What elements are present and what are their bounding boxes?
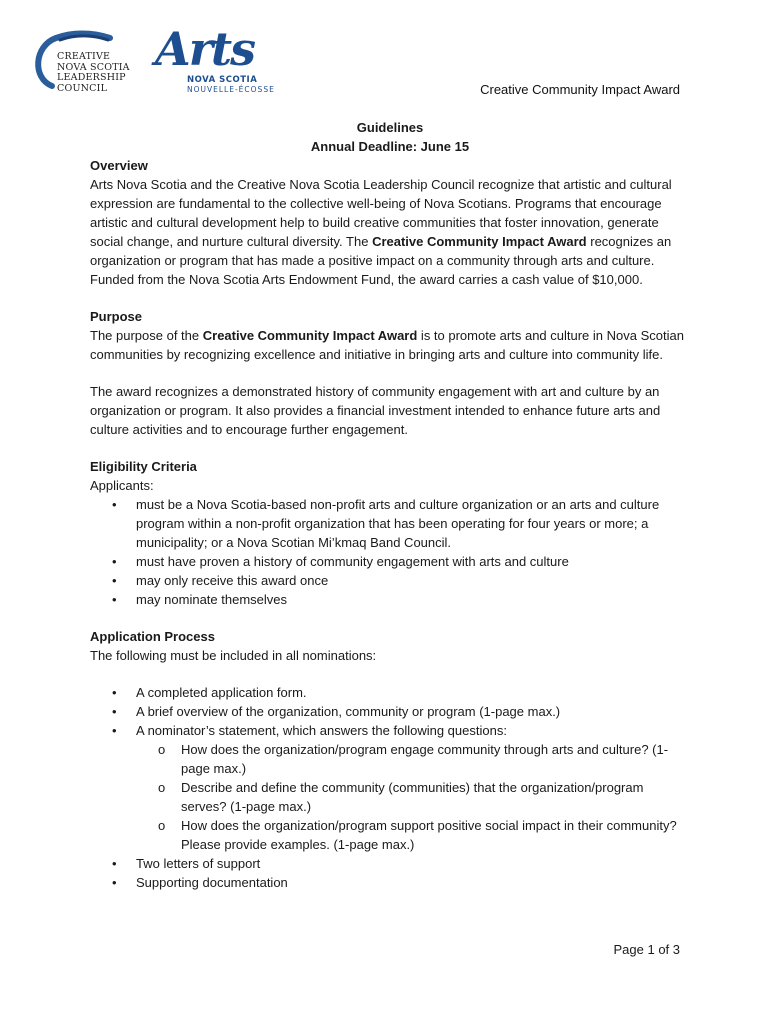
list-item: • must have proven a history of community engagement with arts and culture	[136, 552, 690, 571]
header-title: Creative Community Impact Award	[480, 82, 680, 97]
arts-subtitle-fr: NOUVELLE-ÉCOSSE	[187, 85, 275, 94]
list-item	[136, 721, 690, 854]
list-item: • Two letters of support	[136, 854, 690, 873]
cnscl-line: NOVA SCOTIA	[57, 61, 130, 73]
cnscl-line: CREATIVE	[57, 51, 111, 62]
page-number: Page 1 of 3	[613, 942, 680, 957]
list-item: • must be a Nova Scotia-based non-profit arts and culture organization or an arts and culture program within a non-profit organization that has been operating for four years or more; a municipality; or a Nova Scotian Mi’kmaq Band Council.	[136, 495, 690, 552]
arts-wordmark: Arts	[155, 22, 255, 76]
overview-text: Arts Nova Scotia and the Creative Nova Scotia Leadership Council recognize that artistic and cultural expression are fundamental to the collective well-being of Nova Scotians. Programs that encourage artistic and cultural development help to build creative communities that foster innovation, generate social change, and nurture cultural diversity. The	[90, 177, 672, 249]
guidelines-title: Guidelines	[356, 120, 424, 135]
award-name-bold: Creative Community Impact Award	[372, 234, 587, 249]
list-item: • may nominate themselves	[136, 590, 690, 609]
document-body	[90, 118, 690, 892]
list-item: • A completed application form.	[136, 683, 690, 702]
question-item: o How does the organization/program engage community through arts and culture? (1-page max.)	[181, 740, 690, 778]
purpose-paragraph-2: The award recognizes a demonstrated history of community engagement with art and culture by an organization or program. It also provides a financial investment intended to enhance future arts and culture activities and to encourage further engagement.	[90, 384, 661, 437]
cnscl-line: LEADERSHIP	[57, 72, 126, 83]
list-item: • A brief overview of the organization, community or program (1-page max.)	[136, 702, 690, 721]
application-list	[90, 683, 690, 892]
arts-subtitle-en: NOVA SCOTIA	[187, 75, 258, 85]
overview-heading: Overview	[90, 158, 148, 173]
question-list	[136, 740, 690, 854]
overview-paragraph	[90, 175, 690, 289]
cnscl-logo	[30, 28, 150, 94]
question-item: o How does the organization/program support positive social impact in their community? Please provide examples. (1-page max.)	[181, 816, 690, 854]
overview-text: recognizes an organization or program that has made a positive impact on a community through arts and culture. Funded from the Nova Scotia Arts Endowment Fund, the award carries a cash value of $10,000.	[90, 234, 672, 287]
arts-subtitle	[187, 75, 275, 95]
eligibility-list	[90, 495, 690, 609]
list-item: • Supporting documentation	[136, 873, 690, 892]
purpose-heading: Purpose	[90, 309, 143, 324]
cnscl-wordmark	[57, 52, 130, 94]
list-item-text: A nominator’s statement, which answers the following questions:	[136, 723, 507, 738]
application-heading: Application Process	[90, 629, 215, 644]
purpose-text: is to promote arts and culture in Nova Scotian communities by recognizing excellence and initiative in bringing arts and culture into community life.	[90, 328, 684, 362]
arts-nova-scotia-logo	[155, 22, 275, 96]
list-item: • may only receive this award once	[136, 571, 690, 590]
cnscl-line: COUNCIL	[57, 82, 108, 94]
purpose-paragraph	[90, 326, 690, 364]
application-intro: The following must be included in all nominations:	[90, 648, 377, 663]
question-item: o Describe and define the community (communities) that the organization/program serves? (1-page max.)	[181, 778, 690, 816]
logo-area	[30, 22, 275, 98]
deadline: Annual Deadline: June 15	[310, 139, 470, 154]
eligibility-intro: Applicants:	[90, 478, 154, 493]
purpose-text: The purpose of the	[90, 328, 203, 343]
eligibility-heading: Eligibility Criteria	[90, 459, 197, 474]
award-name-bold: Creative Community Impact Award	[202, 328, 418, 343]
